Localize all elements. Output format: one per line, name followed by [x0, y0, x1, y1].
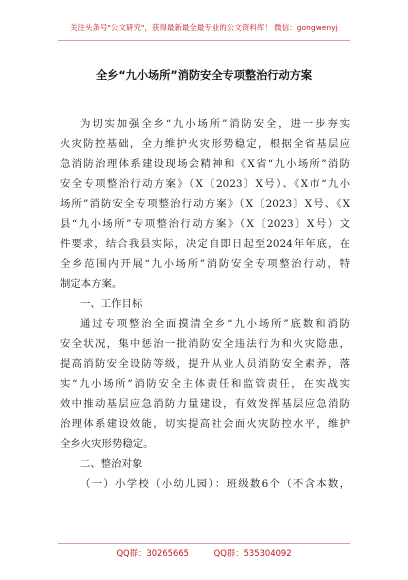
body-line: 治理体系建设效能，切实提高社会面火灾防控水平，维护 [60, 418, 350, 430]
body-line: 制定本方案。 [60, 278, 123, 290]
header-note: 关注头条号"公文研究"，获得最新最全最专业的公文资料库！ 微信：gongwenyj [70, 23, 338, 32]
header-divider [58, 40, 350, 41]
body-line: 全乡范围内开展“九小场所”消防安全专项整治行动，特 [60, 258, 350, 270]
document-title: 全乡“九小场所”消防安全专项整治行动方案 [95, 69, 313, 82]
body-line: 火灾防控基础，全力维护火灾形势稳定，根据全省基层应 [60, 138, 350, 150]
body-line: 实“九小场所”消防安全主体责任和监管责任，在实战实 [60, 378, 350, 390]
footer-divider [58, 543, 350, 544]
body-line: 为切实加强全乡“九小场所”消防安全，进一步夯实 [80, 118, 350, 130]
body-line: 一、工作目标 [80, 298, 143, 310]
body-line: 急消防治理体系建设现场会精神和《X省“九小场所”消防 [60, 158, 350, 170]
body-line: （一）小学校（小幼儿园）：班级数6个（不含本数， [80, 478, 350, 490]
body-line: 县“九小场所”专项整治行动方案》（X〔2023〕X号）文 [60, 218, 350, 230]
body-line: 二、整治对象 [80, 458, 143, 470]
body-line: 提高消防安全设防等级，提升从业人员消防安全素养，落 [60, 358, 350, 370]
body-line: 效中推动基层应急消防力量建设，有效发挥基层应急消防 [60, 398, 350, 410]
body-line: 场所”消防安全专项整治行动方案》（X〔2023〕X号、《X [60, 198, 350, 210]
body-line: 通过专项整治全面摸清全乡“九小场所”底数和消防 [80, 318, 350, 330]
body-line: 全乡火灾形势稳定。 [60, 438, 154, 450]
footer-note: QQ群：30265665 QQ群：535304092 [116, 548, 292, 558]
body-line: 件要求，结合我县实际，决定自即日起至2024年年底，在 [60, 238, 350, 250]
body-line: 安全状况，集中惩治一批消防安全违法行为和火灾隐患， [60, 338, 350, 350]
body-line: 安全专项整治行动方案》（X〔2023〕X号）、《X市“九小 [60, 178, 350, 190]
